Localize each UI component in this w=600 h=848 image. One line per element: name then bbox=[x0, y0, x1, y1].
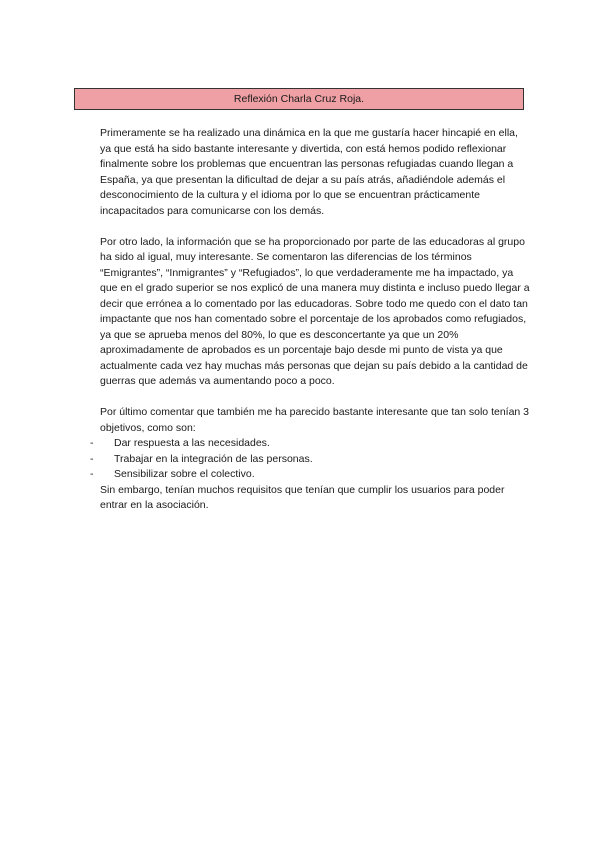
paragraph-objectives: Por último comentar que también me ha parecido bastante interesante que tan solo tenían 3 objetivos, como son: bbox=[100, 406, 530, 434]
list-item bbox=[90, 452, 530, 468]
list-item bbox=[90, 436, 530, 452]
document-body bbox=[90, 126, 530, 514]
paragraph-information: Por otro lado, la información que se ha proporcionado por parte de las educadoras al grupo ha sido al igual, muy interesante. Se comentaron las diferencias de los términos “Emigrantes”, “Inmigrantes” y “Refugiados”, lo que verdaderamente me ha impactado, ya que en el grado superior se nos explicó de una manera muy distinta e incluso puedo llegar a decir que errónea a lo comentado por las educadoras. Sobre todo me quedo con el dato tan impactante que nos han comentado sobre el porcentaje de los aprobados como refugiados, ya que se aprueba menos del 80%, lo que es desconcertante ya que un 20% aproximadamente de aprobados es un porcentaje bajo desde mi punto de vista ya que actualmente cada vez hay muchas más personas que dejan su país debido a la cantidad de guerras que además va aumentando poco a poco. bbox=[100, 235, 530, 387]
list-item-text: Sensibilizar sobre el colectivo. bbox=[114, 468, 255, 480]
bullet-marker: - bbox=[90, 468, 94, 480]
list-item-text: Trabajar en la integración de las personas. bbox=[114, 452, 313, 465]
document-title-box bbox=[74, 88, 524, 110]
list-item bbox=[90, 467, 530, 483]
paragraph-intro: Primeramente se ha realizado una dinámica en la que me gustaría hacer hincapié en ella, ya que está ha sido bastante interesante y divertida, con está hemos podido reflexionar finalmente sobre los problemas que encuentran las personas refugiadas cuando llegan a España, ya que presentan la dificultad de dejar a su país atrás, añadiéndole además el desconocimiento de la cultura y el idioma por lo que se encuentran prácticamente incapacitados para comunicarse con los demás. bbox=[100, 127, 518, 217]
bullet-marker: - bbox=[90, 437, 94, 449]
document-title: Reflexión Charla Cruz Roja. bbox=[233, 93, 365, 105]
bullet-marker: - bbox=[90, 452, 94, 465]
paragraph-closing: Sin embargo, tenían muchos requisitos que tenían que cumplir los usuarios para poder entrar en la asociación. bbox=[100, 483, 505, 511]
list-item-text: Dar respuesta a las necesidades. bbox=[114, 437, 270, 449]
objectives-list bbox=[90, 436, 530, 483]
